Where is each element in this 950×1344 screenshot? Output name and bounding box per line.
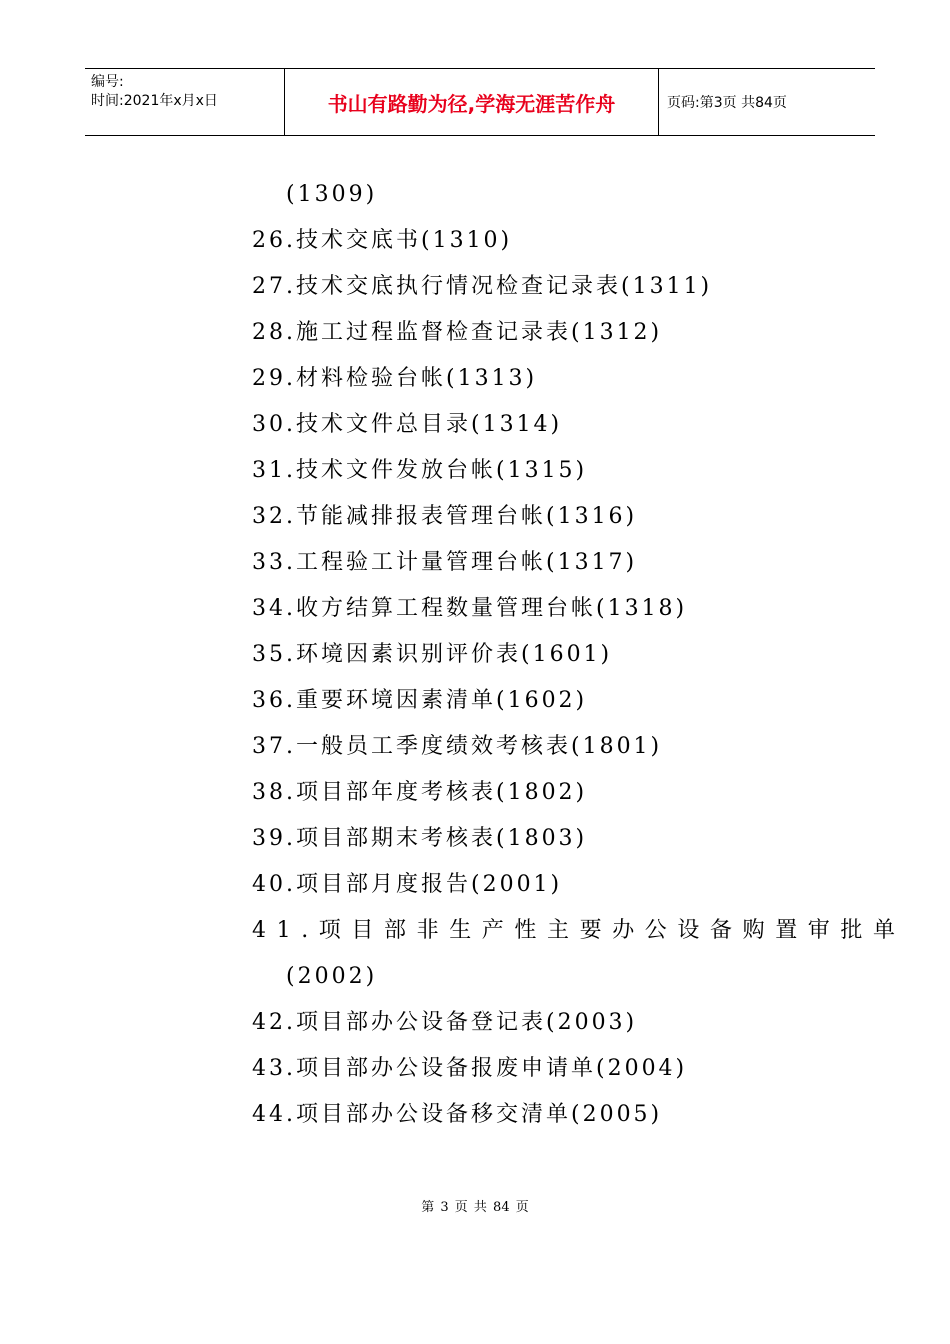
- list-item: 30.技术文件总目录(1314): [252, 412, 563, 437]
- list-item: 40.项目部月度报告(2001): [252, 872, 563, 897]
- list-item: (2002): [286, 964, 378, 989]
- list-item: 34.收方结算工程数量管理台帐(1318): [252, 596, 688, 621]
- list-item: 31.技术文件发放台帐(1315): [252, 458, 588, 483]
- number-label: 编号:: [91, 74, 124, 90]
- date-label: 时间:2021年x月x日: [91, 93, 218, 109]
- list-item: 38.项目部年度考核表(1802): [252, 780, 588, 805]
- list-item: 33.工程验工计量管理台帐(1317): [252, 550, 638, 575]
- header-meta: [85, 69, 285, 135]
- list-item: 32.节能减排报表管理台帐(1316): [252, 504, 638, 529]
- list-item: 43.项目部办公设备报废申请单(2004): [252, 1056, 688, 1081]
- list-item: 39.项目部期末考核表(1803): [252, 826, 588, 851]
- header-page-info: 页码:第3页 共84页: [667, 95, 787, 111]
- list-item: (1309): [286, 182, 378, 207]
- list-item: 41.项目部非生产性主要办公设备购置审批单: [252, 918, 906, 943]
- list-item: 26.技术交底书(1310): [252, 228, 513, 253]
- document-list: [252, 172, 906, 1138]
- list-item: 44.项目部办公设备移交清单(2005): [252, 1102, 663, 1127]
- list-item: 42.项目部办公设备登记表(2003): [252, 1010, 638, 1035]
- list-item: 36.重要环境因素清单(1602): [252, 688, 588, 713]
- list-item: 27.技术交底执行情况检查记录表(1311): [252, 274, 713, 299]
- list-item: 35.环境因素识别评价表(1601): [252, 642, 613, 667]
- header-motto: 书山有路勤为径,学海无涯苦作舟: [285, 69, 659, 135]
- list-item: 37.一般员工季度绩效考核表(1801): [252, 734, 663, 759]
- list-item: 29.材料检验台帐(1313): [252, 366, 538, 391]
- page-header: [85, 68, 875, 136]
- list-item: 28.施工过程监督检查记录表(1312): [252, 320, 663, 345]
- page-footer: 第 3 页 共 84 页: [421, 1200, 529, 1215]
